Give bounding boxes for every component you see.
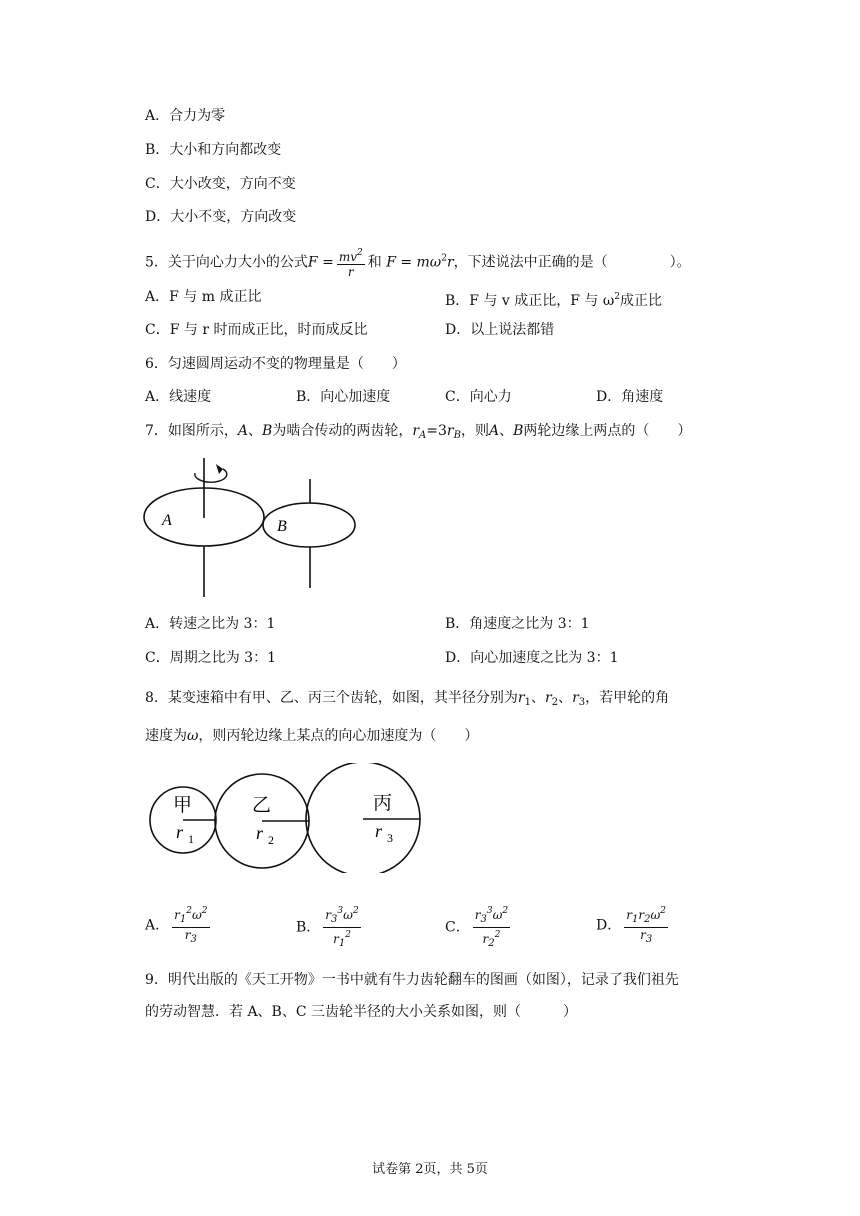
q5-prefix: 5．关于向心力大小的公式 xyxy=(145,254,308,271)
q8-r2-sub: 2 xyxy=(551,697,559,708)
q8-gear-figure xyxy=(148,763,448,873)
q7-sep2: 、 xyxy=(499,423,514,439)
q6-stem: 6．匀速圆周运动不变的物理量是（ ） xyxy=(145,356,406,372)
q8-line2-prefix: 速度为 xyxy=(145,728,187,744)
q5-formula1-denominator: r xyxy=(347,265,354,279)
q7-ra-sub: A xyxy=(419,430,427,441)
q5-option-c: C．F 与 r 时而成正比，时而成反比 xyxy=(145,322,368,338)
q5-option-a: A．F 与 m 成正比 xyxy=(145,289,262,305)
q6-option-c: C．向心力 xyxy=(445,389,512,405)
q8-stem-line1 xyxy=(145,688,669,713)
gear-bing-r-sub: 3 xyxy=(387,831,393,845)
q5-option-d: D．以上说法都错 xyxy=(445,322,555,338)
rotation-arrow-icon xyxy=(195,469,227,482)
q8-option-c: C． $\frac{r_3^3\omega^2}{r_2^2}$ xyxy=(445,906,509,949)
q8-line1-prefix: 8．某变速箱中有甲、乙、丙三个齿轮，如图，其半径分别为 xyxy=(145,690,518,706)
rotation-arrowhead-icon xyxy=(216,464,223,474)
q5-stem xyxy=(145,246,691,279)
q7-gear-figure xyxy=(140,455,370,600)
q5-formula2-exponent: 2 xyxy=(441,253,447,264)
q5-formula1-fraction xyxy=(337,246,365,279)
q7-prefix: 7．如图所示， xyxy=(145,423,238,439)
gear-bing-label: 丙 xyxy=(373,792,393,814)
q8-option-a-label: A． xyxy=(145,917,170,934)
q4-option-b: B．大小和方向都改变 xyxy=(145,142,282,158)
q7-option-c: C．周期之比为 3：1 xyxy=(145,650,276,666)
q6-option-b: B．向心加速度 xyxy=(296,389,391,405)
q5-formula2: F = mω xyxy=(386,254,442,271)
q5-formula1-numerator: mv xyxy=(338,250,357,264)
q7-tail1: ，则 xyxy=(460,423,489,439)
q7-b: B xyxy=(262,423,273,439)
gear-bing-circle xyxy=(306,763,420,873)
q8-line1-suffix: ，若甲轮的角 xyxy=(585,690,670,706)
gear-jia-r-label: r xyxy=(176,822,184,842)
q8-r3: r xyxy=(572,690,579,706)
q7-tail2: 两轮边缘上两点的（ ） xyxy=(523,423,692,439)
q8-option-c-label: C． xyxy=(445,919,470,936)
q8-option-d: D． $\frac{r_1r_2\omega^2}{r_3}$ xyxy=(596,906,667,945)
q8-r1: r xyxy=(517,690,525,706)
q7-a: A xyxy=(237,423,249,439)
q5-formula1-lhs: F = xyxy=(307,254,334,271)
gear-b-label: B xyxy=(277,518,287,535)
q8-line2-suffix: ，则丙轮边缘上某点的向心加速度为（ ） xyxy=(198,728,479,744)
q9-stem-line2: 的劳动智慧．若 A、B、C 三齿轮半径的大小关系如图，则（ ） xyxy=(145,1004,578,1020)
q8-option-b-label: B． xyxy=(296,919,321,936)
q5-option-b-tail: 成正比 xyxy=(620,293,663,309)
q8-omega: ω xyxy=(187,728,199,744)
q7-stem xyxy=(145,421,691,446)
q4-option-c: C．大小改变，方向不变 xyxy=(145,176,296,192)
q7-mid: 为啮合传动的两齿轮， xyxy=(272,423,413,439)
q8-option-a: A． $\frac{r_1^2\omega^2}{r_3}$ xyxy=(145,906,208,945)
q8-option-d-label: D． xyxy=(596,917,622,934)
q8-r2: r xyxy=(544,690,552,706)
q7-a2: A xyxy=(488,423,500,439)
q8-option-b: B． $\frac{r_3^3\omega^2}{r_1^2}$ xyxy=(296,906,359,949)
q8-stem-line2 xyxy=(145,726,478,746)
q7-option-a: A．转速之比为 3：1 xyxy=(145,616,276,632)
gear-yi-r-sub: 2 xyxy=(268,833,274,847)
q5-suffix: ，下述说法中正确的是（ xyxy=(453,254,608,271)
q7-rb: r xyxy=(446,423,454,439)
q6-option-d: D．角速度 xyxy=(596,389,664,405)
q7-ra: r xyxy=(412,423,420,439)
q7-sep: 、 xyxy=(248,423,263,439)
gear-yi-r-label: r xyxy=(256,823,264,843)
q5-and: 和 xyxy=(367,254,382,271)
q6-option-a: A．线速度 xyxy=(145,389,212,405)
q8-r1-sub: 1 xyxy=(524,697,531,708)
q8-r3-sub: 3 xyxy=(578,697,586,708)
q7-eq: =3 xyxy=(426,423,447,439)
gear-yi-label: 乙 xyxy=(252,794,272,816)
q7-b2: B xyxy=(513,423,524,439)
q5-option-b-exponent: 2 xyxy=(614,292,621,302)
q8-sep2: 、 xyxy=(558,690,573,706)
q4-option-d: D．大小不变，方向改变 xyxy=(145,209,297,225)
gear-a-label: A xyxy=(162,512,172,529)
q8-sep1: 、 xyxy=(530,690,545,706)
q7-rb-sub: B xyxy=(453,430,461,441)
page-footer: 试卷第 2页，共 5页 xyxy=(372,1162,488,1177)
q5-option-b xyxy=(445,287,662,311)
gear-bing-r-label: r xyxy=(375,821,383,841)
q5-blank-close: ）。 xyxy=(669,254,691,271)
q7-option-d: D．向心加速度之比为 3：1 xyxy=(445,650,619,666)
q7-option-b: B．角速度之比为 3：1 xyxy=(445,616,590,632)
gear-jia-r-sub: 1 xyxy=(188,832,194,846)
q5-formula1-exponent: 2 xyxy=(357,248,363,258)
gear-jia-label: 甲 xyxy=(173,794,193,816)
q4-option-a: A．合力为零 xyxy=(145,108,226,124)
q9-stem-line1: 9．明代出版的《天工开物》一书中就有牛力齿轮翻车的图画（如图），记录了我们祖先 xyxy=(145,972,679,988)
q5-option-b-text: B．F 与 v 成正比，F 与 ω xyxy=(445,293,615,309)
q5-formula2-tail: r xyxy=(446,254,454,271)
